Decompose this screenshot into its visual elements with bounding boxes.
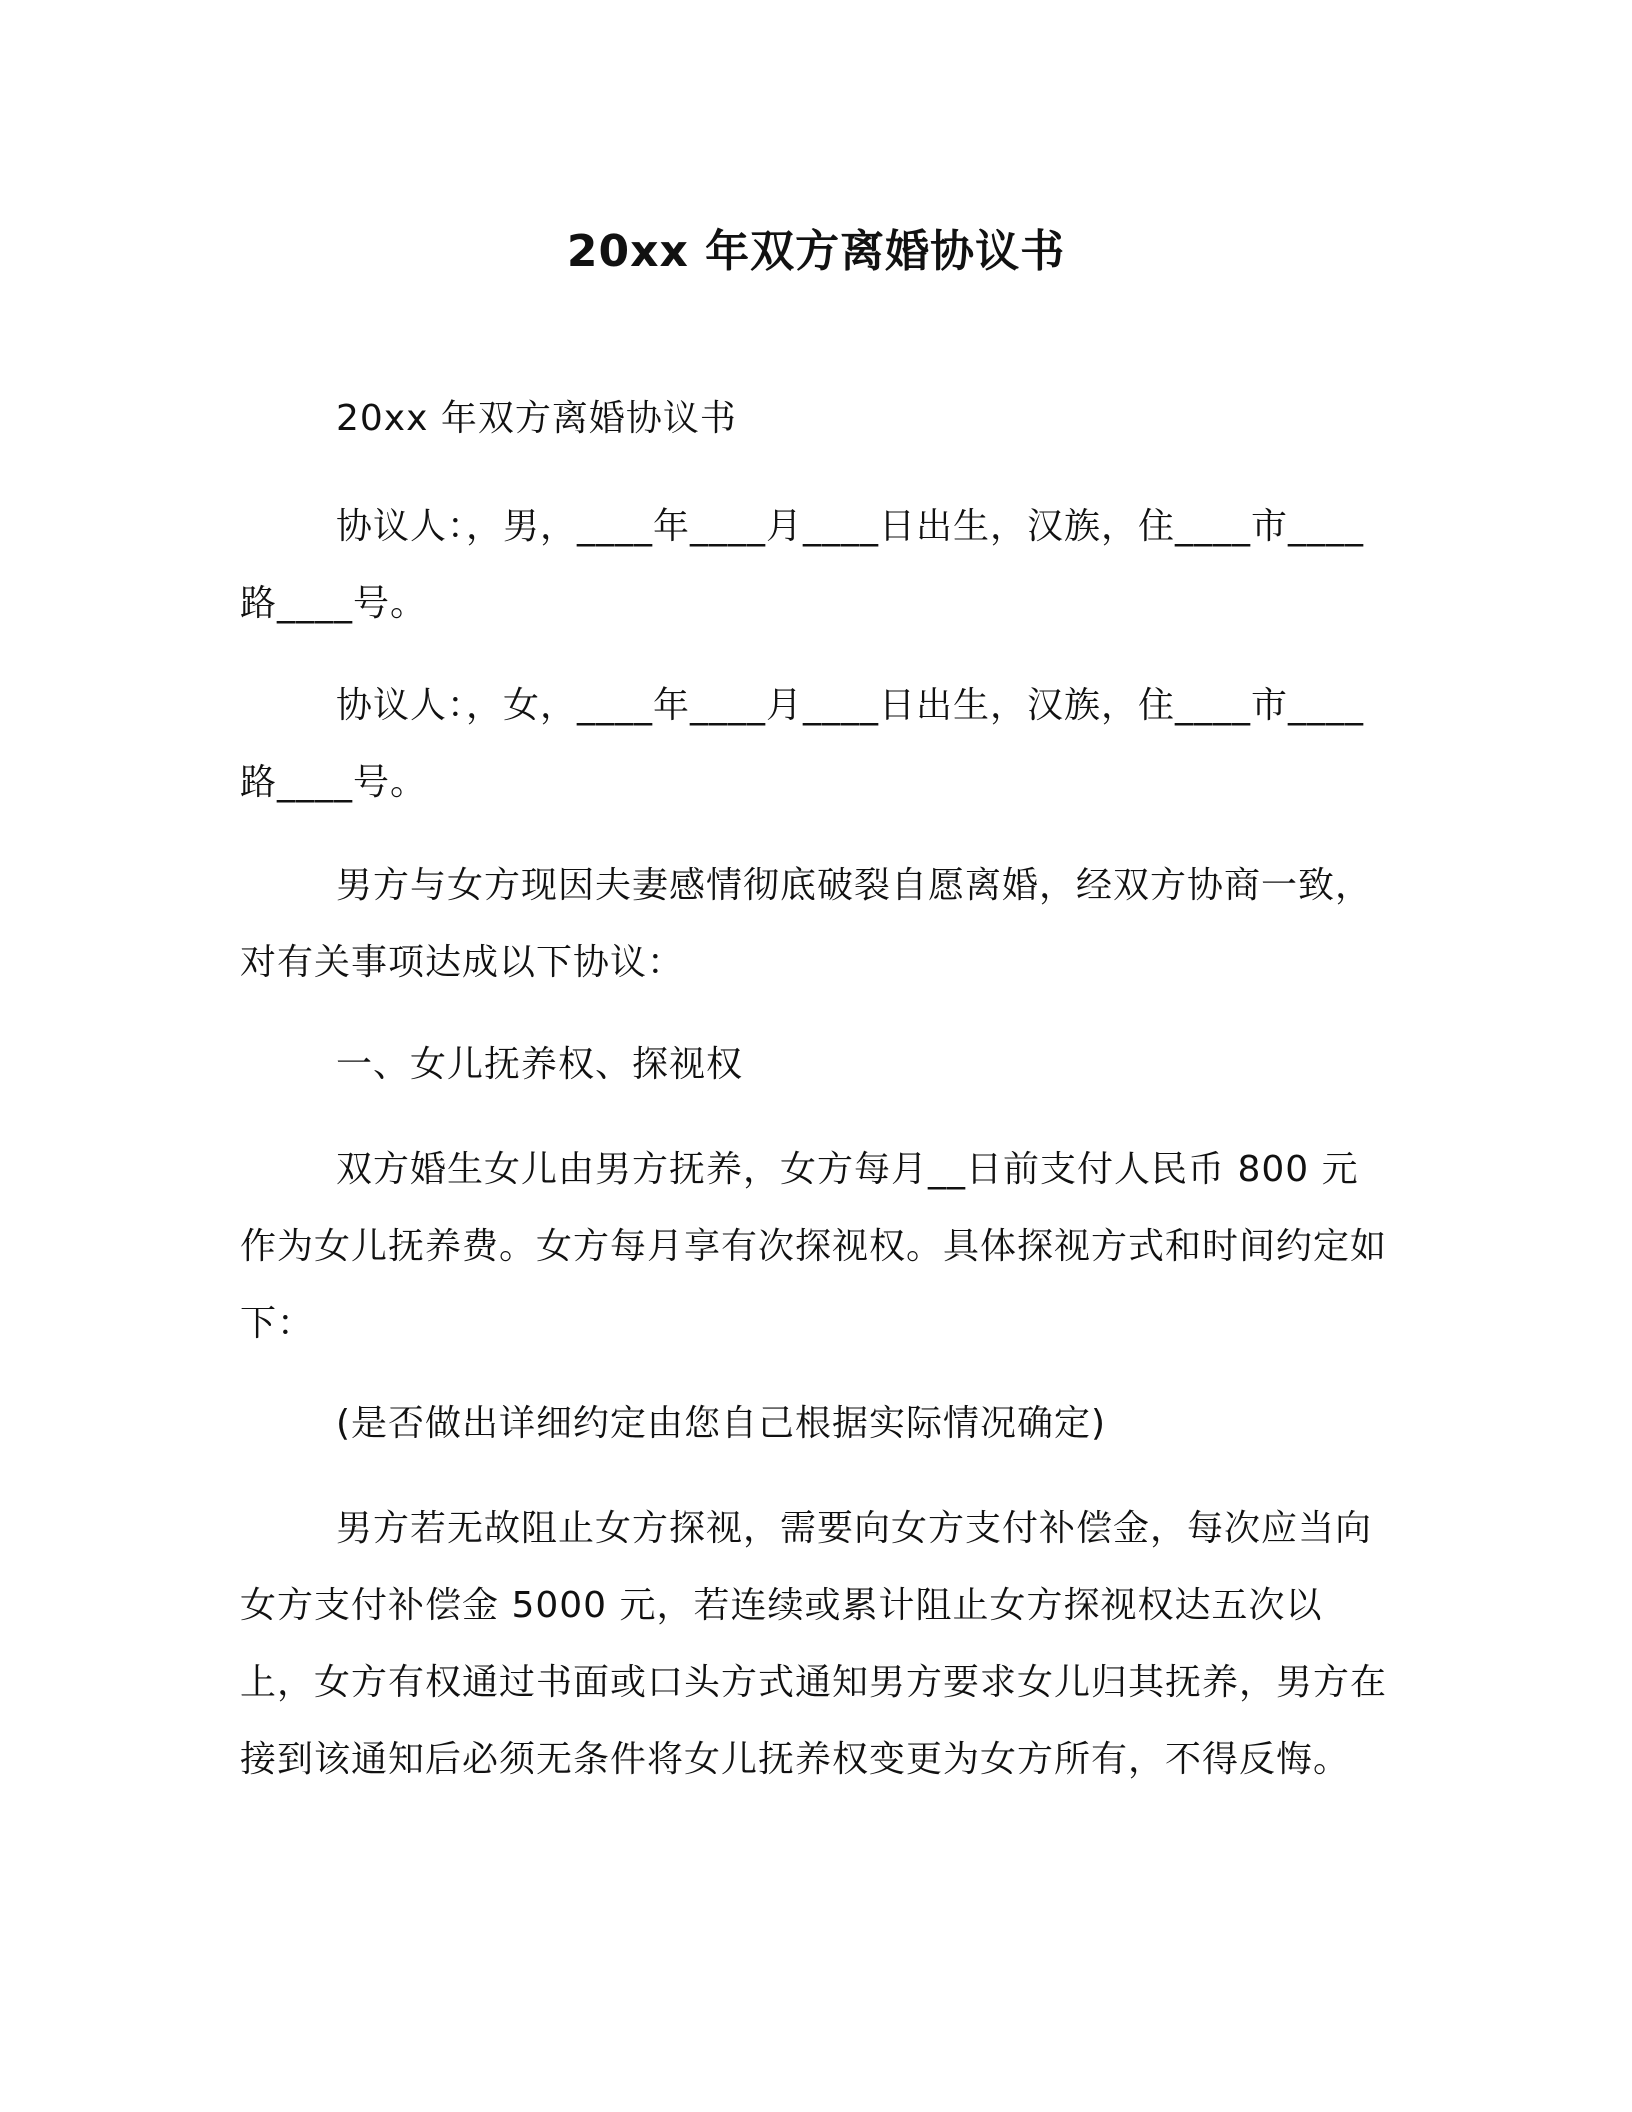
- paragraph-compensation: 男方若无故阻止女方探视，需要向女方支付补偿金，每次应当向女方支付补偿金 5000 元，若连续或累计阻止女方探视权达五次以上，女方有权通过书面或口头方式通知男方要求女儿归其抚养，男方在接到该通知后必须无条件将女儿抚养权变更为女方所有，不得反悔。: [240, 1508, 1388, 1780]
- paragraph-custody-terms: 双方婚生女儿由男方抚养，女方每月__日前支付人民币 800 元作为女儿抚养费。女方每月享有次探视权。具体探视方式和时间约定如下：: [240, 1149, 1388, 1344]
- paragraph-party-female: 协议人：，女，____年____月____日出生，汉族，住____市____路____号。: [240, 685, 1365, 803]
- section-heading-custody: 一、女儿抚养权、探视权: [336, 1044, 744, 1085]
- paragraph-note: (是否做出详细约定由您自己根据实际情况确定): [336, 1403, 1107, 1444]
- paragraph-preamble: 男方与女方现因夫妻感情彻底破裂自愿离婚，经双方协商一致，对有关事项达成以下协议：: [240, 865, 1373, 983]
- paragraph-party-male: 协议人：，男，____年____月____日出生，汉族，住____市____路____号。: [240, 506, 1365, 624]
- paragraph-subtitle: 20xx 年双方离婚协议书: [336, 398, 737, 439]
- document-title: 20xx 年双方离婚协议书: [566, 226, 1066, 277]
